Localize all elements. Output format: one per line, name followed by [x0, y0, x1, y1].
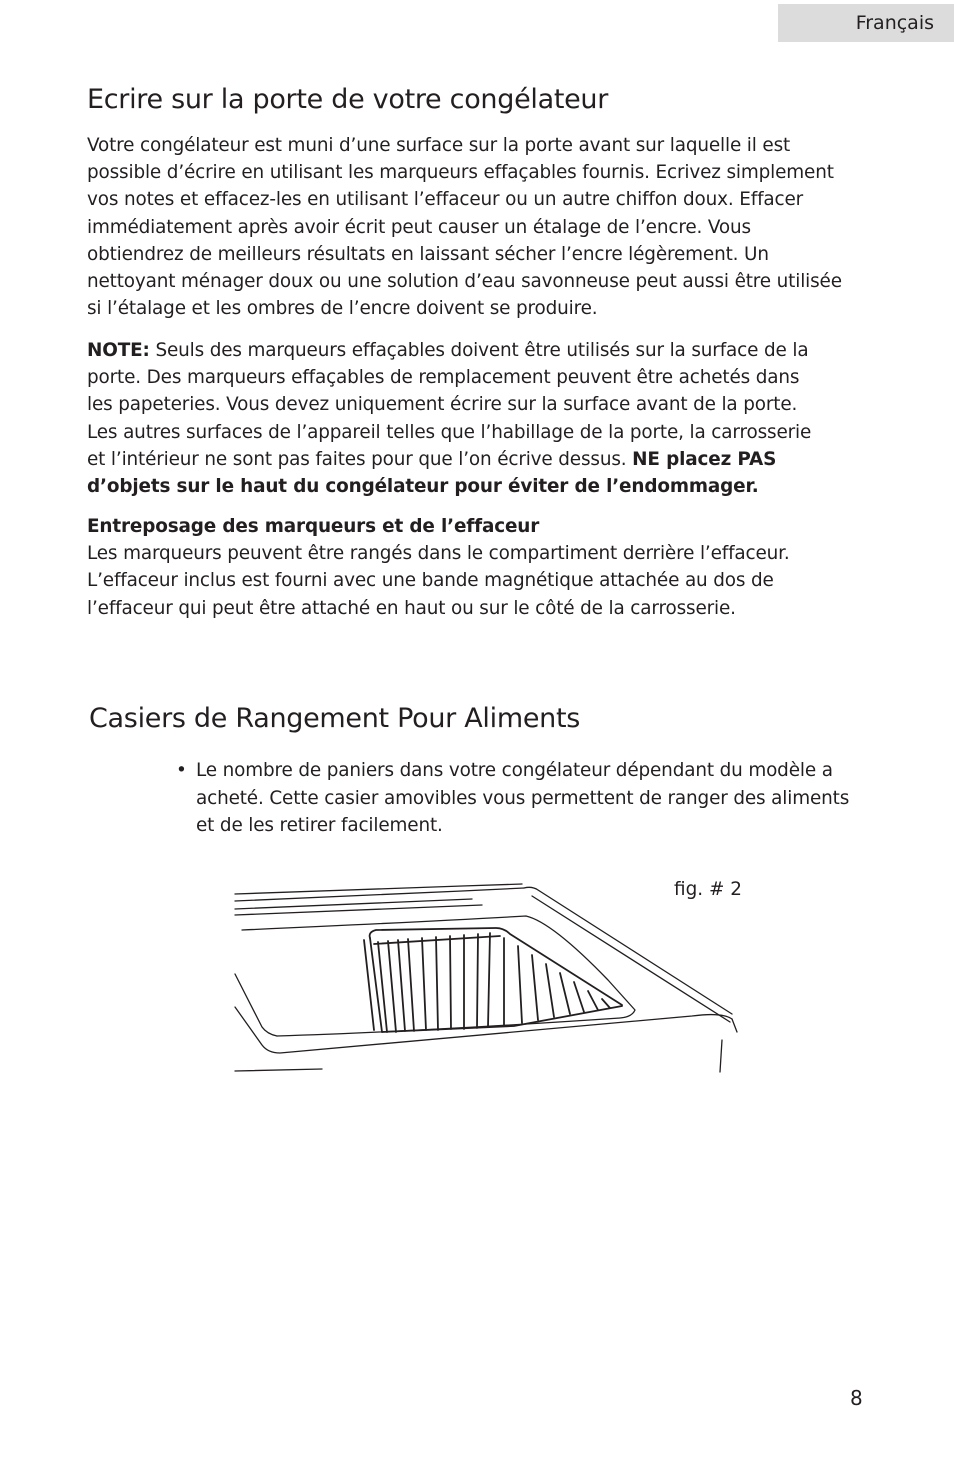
figure-label: fig. # 2 [674, 879, 742, 900]
text-line: Les autres surfaces de l’appareil telles que l’habillage de la porte, la carrosserie [87, 421, 812, 443]
paragraph-note [87, 337, 877, 500]
paragraph-storage [87, 513, 877, 622]
note-text: et l’intérieur ne sont pas faites pour que l’on écrive dessus. [87, 448, 633, 470]
note-label: NOTE: [87, 340, 150, 361]
text-line: acheté. Cette casier amovibles vous permettent de ranger des aliments [196, 787, 850, 809]
bullet-item [176, 757, 849, 840]
text-line: possible d’écrire en utilisant les marqueurs effaçables fournis. Ecrivez simplement [87, 162, 834, 184]
wire-basket [364, 928, 622, 1032]
freezer-basket-illustration [232, 882, 740, 1074]
text-line: Les marqueurs peuvent être rangés dans le compartiment derrière l’effaceur. [87, 543, 790, 565]
text-line: porte. Des marqueurs effaçables de remplacement peuvent être achetés dans [87, 367, 800, 389]
language-tab: Français [778, 4, 954, 42]
page-number: 8 [850, 1386, 863, 1410]
text-line: L’effaceur inclus est fourni avec une bande magnétique attachée au dos de [87, 570, 774, 592]
text-line: et de les retirer facilement. [196, 815, 443, 837]
text-line [87, 473, 877, 500]
text-line: vos notes et effacez-les en utilisant l’effaceur ou un autre chiffon doux. Effacer [87, 189, 804, 211]
note-text: Seuls des marqueurs effaçables doivent être utilisés sur la surface de la [149, 340, 809, 361]
text-line [87, 446, 877, 473]
storage-heading: Entreposage des marqueurs et de l’effaceur [87, 516, 540, 537]
text-line: Votre congélateur est muni d’une surface sur la porte avant sur laquelle il est [87, 135, 791, 156]
text-line: les papeteries. Vous devez uniquement écrire sur la surface avant de la porte. [87, 394, 798, 416]
text-line: l’effaceur qui peut être attaché en haut ou sur le côté de la carrosserie. [87, 597, 736, 619]
warning-text: NE placez PAS [632, 448, 777, 470]
text-line: obtiendrez de meilleurs résultats en laissant sécher l’encre légèrement. Un [87, 243, 769, 265]
text-line [87, 337, 877, 364]
warning-text: d’objets sur le haut du congélateur pour éviter de l’endommager. [87, 476, 759, 498]
section-title-food-baskets: Casiers de Rangement Pour Aliments [89, 703, 581, 734]
text-line: Le nombre de paniers dans votre congélateur dépendant du modèle a [196, 760, 833, 781]
freezer-cabinet-outline [235, 884, 737, 1072]
text-line: si l’étalage et les ombres de l’encre doivent se produire. [87, 298, 598, 320]
text-line: nettoyant ménager doux ou une solution d’eau savonneuse peut aussi être utilisée [87, 271, 842, 293]
paragraph-writing-surface [87, 132, 877, 322]
bullet-symbol: • [176, 760, 187, 781]
text-line: immédiatement après avoir écrit peut causer un étalage de l’encre. Vous [87, 216, 751, 238]
section-title-writing-door: Ecrire sur la porte de votre congélateur [87, 84, 609, 115]
